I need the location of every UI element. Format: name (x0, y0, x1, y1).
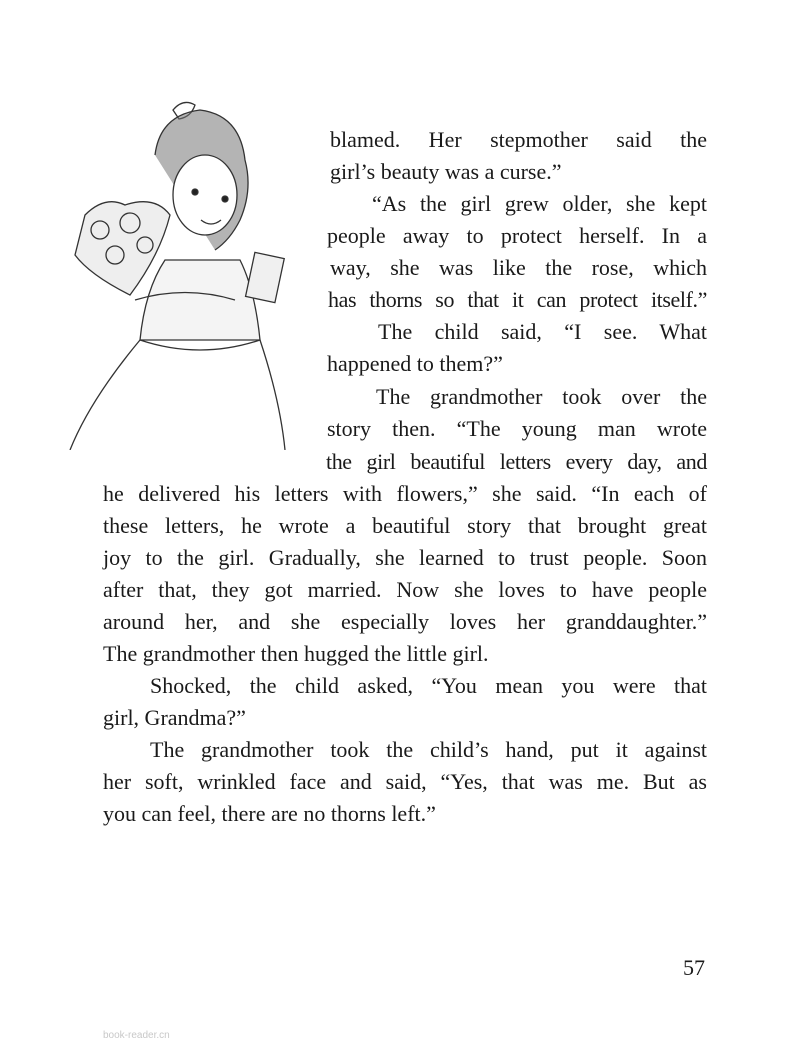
text-line: The grandmother took the child’s hand, put it against (150, 737, 707, 762)
text-line: The child said, “I see. What (378, 319, 707, 344)
text-line: The grandmother took over the (376, 384, 707, 409)
text-line: joy to the girl. Gradually, she learned to trust people. Soon (103, 545, 707, 570)
text-line: Shocked, the child asked, “You mean you were that (150, 673, 707, 698)
text-line: her soft, wrinkled face and said, “Yes, that was me. But as (103, 769, 707, 794)
text-line: around her, and she especially loves her granddaughter.” (103, 609, 707, 634)
text-line: after that, they got married. Now she loves to have people (103, 577, 707, 602)
text-line: has thorns so that it can protect itself.” (328, 287, 707, 312)
text-line: you can feel, there are no thorns left.” (103, 801, 436, 826)
text-line: girl, Grandma?” (103, 705, 246, 730)
text-line: happened to them?” (327, 351, 503, 376)
page-number: 57 (683, 955, 705, 980)
text-line: “As the girl grew older, she kept (372, 191, 707, 216)
text-line: he delivered his letters with flowers,” she said. “In each of (103, 481, 707, 506)
text-line: girl’s beauty was a curse.” (330, 159, 562, 184)
text-line: story then. “The young man wrote (327, 416, 707, 441)
text-line: these letters, he wrote a beautiful story that brought great (103, 513, 707, 538)
text-line: way, she was like the rose, which (330, 255, 707, 280)
text-line: people away to protect herself. In a (327, 223, 707, 248)
text-line: the girl beautiful letters every day, and (326, 449, 707, 474)
text-line: blamed. Her stepmother said the (330, 127, 707, 152)
girl-with-roses-illustration (55, 95, 310, 450)
text-line: The grandmother then hugged the little girl. (103, 641, 489, 666)
watermark: book-reader.cn (103, 1030, 170, 1041)
